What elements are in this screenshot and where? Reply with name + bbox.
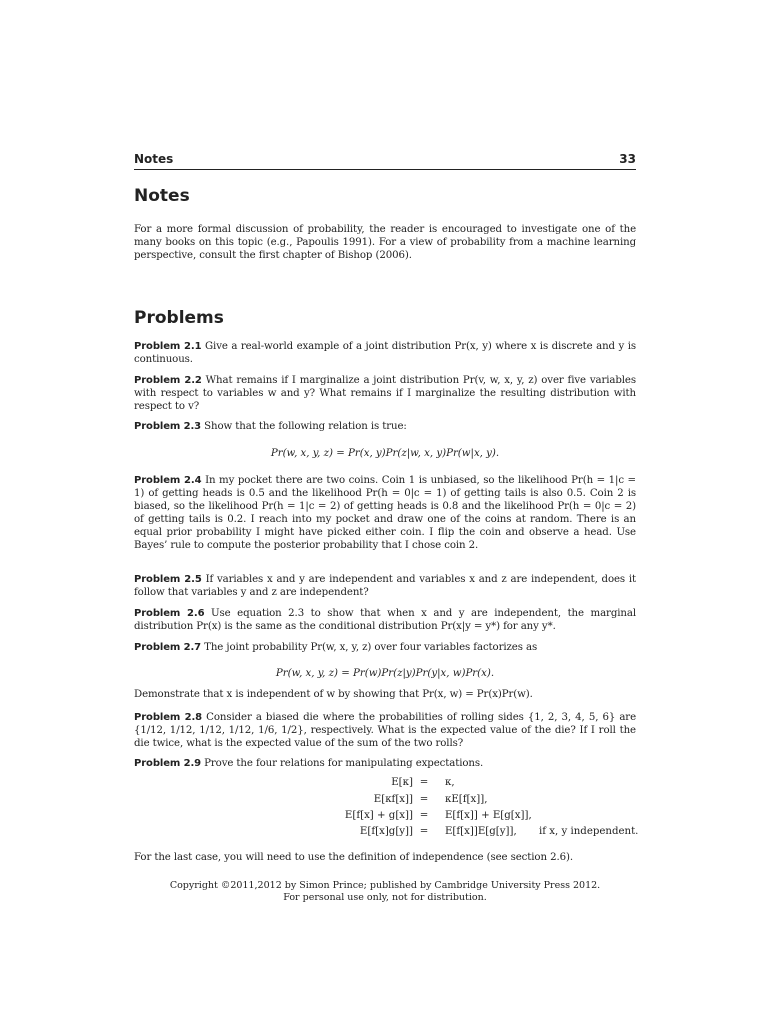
equation-lhs: E[f[x]g[y]] xyxy=(359,826,413,837)
problem-2-3 xyxy=(134,420,636,433)
equation-2-3: Pr(w, x, y, z) = Pr(x, y)Pr(z|w, x, y)Pr(w|x, y). xyxy=(270,448,500,459)
running-head-title: Notes xyxy=(134,152,174,166)
problem-label: Problem 2.3 xyxy=(134,421,202,432)
problem-text: What remains if I marginalize a joint distribution Pr(v, w, x, y, z) over five variables with respect to variables w and y? What remains if I marginalize the resulting distribution with respect to v? xyxy=(134,375,636,412)
equation-rhs: E[f[x]] + E[g[x]], xyxy=(445,810,532,821)
problems-heading: Problems xyxy=(134,308,224,328)
problem-2-8 xyxy=(134,711,636,750)
problem-label: Problem 2.8 xyxy=(134,712,202,723)
notes-paragraph: For a more formal discussion of probability, the reader is encouraged to investigate one of the many books on this topic (e.g., Papoulis 1991). For a view of probability from a machine learning perspective, consult the first chapter of Bishop (2006). xyxy=(134,224,636,261)
equation-operator: = xyxy=(419,777,429,788)
equation-rhs: κ, xyxy=(445,777,455,788)
equation-operator: = xyxy=(419,810,429,821)
problem-text: Use equation 2.3 to show that when x and y are independent, the marginal distribution Pr(x) is the same as the conditional distribution Pr(x|y = y*) for any y*. xyxy=(134,608,637,632)
copyright-line: Copyright ©2011,2012 by Simon Prince; published by Cambridge University Press 2012. xyxy=(169,880,601,891)
problem-label: Problem 2.1 xyxy=(134,341,202,352)
page-number: 33 xyxy=(619,152,636,166)
problem-2-2 xyxy=(134,374,636,413)
equation-operator: = xyxy=(419,794,429,805)
equation-operator: = xyxy=(419,826,429,837)
equation-condition: if x, y independent. xyxy=(539,826,639,837)
problem-2-9-note: For the last case, you will need to use the definition of independence (see section 2.6). xyxy=(134,852,573,863)
equation-rhs: E[f[x]]E[g[y]], xyxy=(445,826,517,837)
problem-2-7-conclusion: Demonstrate that x is independent of w by showing that Pr(x, w) = Pr(x)Pr(w). xyxy=(134,689,533,700)
problem-label: Problem 2.9 xyxy=(134,758,202,769)
problem-label: Problem 2.2 xyxy=(134,375,202,386)
problem-text: Show that the following relation is true: xyxy=(204,421,407,432)
problem-text: Prove the four relations for manipulating expectations. xyxy=(204,758,484,769)
problem-text: The joint probability Pr(w, x, y, z) over four variables factorizes as xyxy=(204,642,538,653)
problem-label: Problem 2.4 xyxy=(134,475,202,486)
problem-2-4 xyxy=(134,474,636,552)
expectation-row xyxy=(134,826,639,840)
equation-lhs: E[κ] xyxy=(391,777,413,788)
problem-text: Give a real-world example of a joint distribution Pr(x, y) where x is discrete and y is continuous. xyxy=(134,341,637,365)
problem-2-7 xyxy=(134,641,636,654)
distribution-line: For personal use only, not for distribution. xyxy=(283,892,487,903)
equation-rhs: κE[f[x]], xyxy=(445,794,488,805)
problem-text: Consider a biased die where the probabilities of rolling sides {1, 2, 3, 4, 5, 6} are {1/12, 1/12, 1/12, 1/12, 1/6, 1/2}, respectively. What is the expected value of the die? If I roll the die twice, what is the expected value of the sum of the two rolls? xyxy=(134,712,637,749)
problem-label: Problem 2.7 xyxy=(134,642,202,653)
equation-2-7: Pr(w, x, y, z) = Pr(w)Pr(z|y)Pr(y|x, w)Pr(x). xyxy=(275,668,495,679)
problem-2-1 xyxy=(134,340,636,366)
problem-2-9 xyxy=(134,757,636,770)
notes-heading: Notes xyxy=(134,186,190,206)
equation-lhs: E[f[x] + g[x]] xyxy=(344,810,413,821)
problem-2-5 xyxy=(134,573,636,599)
problem-label: Problem 2.6 xyxy=(134,608,205,619)
expectation-row xyxy=(134,810,636,824)
expectation-row xyxy=(134,794,636,808)
problem-label: Problem 2.5 xyxy=(134,574,202,585)
equation-lhs: E[κf[x]] xyxy=(373,794,413,805)
expectation-row xyxy=(134,777,636,791)
problem-text: If variables x and y are independent and variables x and z are independent, does it follow that variables y and z are independent? xyxy=(134,574,637,598)
copyright-footer xyxy=(134,880,636,904)
problem-text: In my pocket there are two coins. Coin 1 is unbiased, so the likelihood Pr(h = 1|c = 1) of getting heads is 0.5 and the likelihood Pr(h = 0|c = 1) of getting tails is also 0.5. Coin 2 is biased, so the likelihood Pr(h = 1|c = 2) of getting heads is 0.8 and the likelihood Pr(h = 0|c = 2) of getting tails is 0.2. I reach into my pocket and draw one of the coins at random. There is an equal prior probability I might have picked either coin. I flip the coin and observe a head. Use Bayes’ rule to compute the posterior probability that I chose coin 2. xyxy=(134,475,636,551)
running-head xyxy=(134,151,636,170)
problem-2-6 xyxy=(134,607,636,633)
